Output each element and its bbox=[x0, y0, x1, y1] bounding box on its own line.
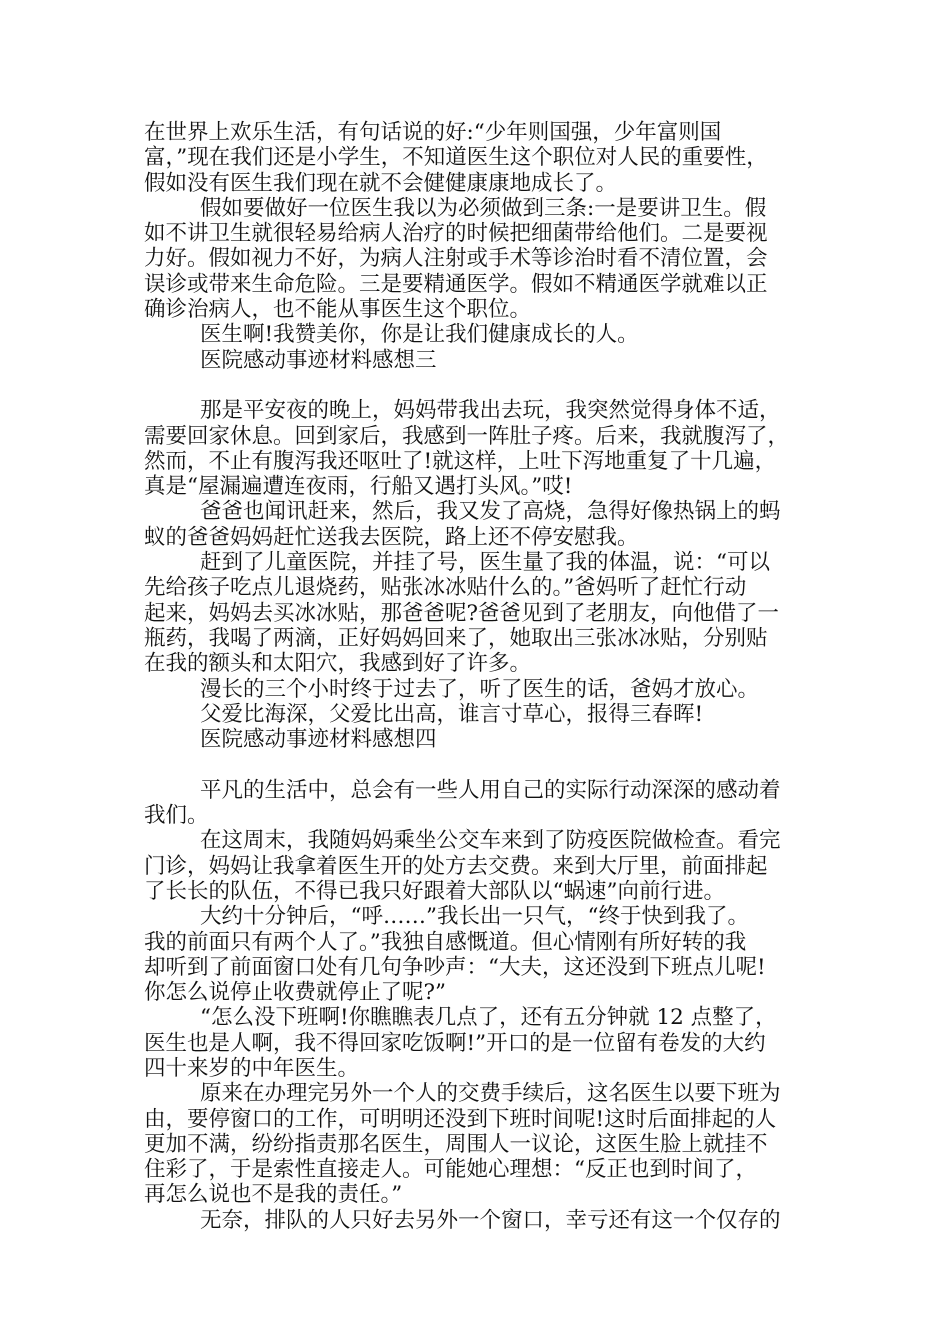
document-body bbox=[144, 120, 812, 1233]
text-line: 父爱比海深，父爱比出高，谁言寸草心，报得三春晖! bbox=[200, 701, 704, 727]
text-line: 无奈，排队的人只好去另外一个窗口，幸亏还有这一个仅存的 bbox=[200, 1207, 781, 1233]
text-line: 假如没有医生我们现在就不会健健康康地成长了。 bbox=[144, 170, 618, 196]
text-line: 赶到了儿童医院，并挂了号，医生量了我的体温，说：“可以 bbox=[200, 550, 770, 576]
text-line: 了长长的队伍，不得已我只好跟着大部队以“蜗速”向前行进。 bbox=[144, 878, 725, 904]
text-line: 再怎么说也不是我的责任。” bbox=[144, 1182, 403, 1208]
text-line: 那是平安夜的晚上，妈妈带我出去玩，我突然觉得身体不适， bbox=[200, 398, 781, 424]
text-line: 漫长的三个小时终于过去了，听了医生的话，爸妈才放心。 bbox=[200, 676, 760, 702]
text-line: 爸爸也闻讯赶来，然后，我又发了高烧，急得好像热锅上的蚂 bbox=[200, 499, 781, 525]
text-line: 平凡的生活中，总会有一些人用自己的实际行动深深的感动着 bbox=[200, 777, 781, 803]
text-line: 医院感动事迹材料感想三 bbox=[200, 347, 437, 373]
text-line: 如不讲卫生就很轻易给病人治疗的时候把细菌带给他们。二是要视 bbox=[144, 221, 768, 247]
text-line: 由，要停窗口的工作，可明明还没到下班时间呢!这时后面排起的人 bbox=[144, 1106, 777, 1132]
text-line: 原来在办理完另外一个人的交费手续后，这名医生以要下班为 bbox=[200, 1081, 781, 1107]
text-line: 却听到了前面窗口处有几句争吵声：“大夫，这还没到下班点儿呢! bbox=[144, 954, 766, 980]
text-line: 门诊，妈妈让我拿着医生开的处方去交费。来到大厅里，前面排起 bbox=[144, 853, 768, 879]
text-line: 在这周末，我随妈妈乘坐公交车来到了防疫医院做检查。看完 bbox=[200, 828, 781, 854]
text-line: 瓶药，我喝了两滴，正好妈妈回来了，她取出三张冰冰贴，分别贴 bbox=[144, 625, 768, 651]
text-line: 住彩了，于是索性直接走人。可能她心理想：“反正也到时间了， bbox=[144, 1157, 757, 1183]
text-line: 我们。 bbox=[144, 803, 209, 829]
text-line: 蚁的爸爸妈妈赶忙送我去医院，路上还不停安慰我。 bbox=[144, 524, 639, 550]
text-line: 起来，妈妈去买冰冰贴，那爸爸呢?爸爸见到了老朋友，向他借了一 bbox=[144, 600, 780, 626]
text-line: 医院感动事迹材料感想四 bbox=[200, 727, 437, 753]
text-line: 需要回家休息。回到家后，我感到一阵肚子疼。后来，我就腹泻了， bbox=[144, 423, 790, 449]
text-line: 确诊治病人，也不能从事医生这个职位。 bbox=[144, 297, 532, 323]
text-line: “怎么没下班啊!你瞧瞧表几点了，还有五分钟就 12 点整了， bbox=[200, 1005, 777, 1031]
text-line: 大约十分钟后，“呼……”我长出一只气，“终于快到我了。 bbox=[200, 904, 749, 930]
text-line: 真是“屋漏遍遭连夜雨，行船又遇打头风。”哎! bbox=[144, 474, 573, 500]
text-line: 医生也是人啊，我不得回家吃饭啊!”开口的是一位留有卷发的大约 bbox=[144, 1030, 766, 1056]
text-line: 在我的额头和太阳穴，我感到好了许多。 bbox=[144, 651, 532, 677]
text-line: 在世界上欢乐生活，有句话说的好:“少年则国强，少年富则国 bbox=[144, 120, 722, 145]
text-line: 先给孩子吃点儿退烧药，贴张冰冰贴什么的。”爸妈听了赶忙行动 bbox=[144, 575, 747, 601]
text-line: 富，”现在我们还是小学生，不知道医生这个职位对人民的重要性， bbox=[144, 145, 768, 171]
text-line: 四十来岁的中年医生。 bbox=[144, 1055, 360, 1081]
text-line: 医生啊!我赞美你，你是让我们健康成长的人。 bbox=[200, 322, 639, 348]
blank-line bbox=[144, 752, 812, 777]
text-line: 力好。假如视力不好，为病人注射或手术等诊治时看不清位置，会 bbox=[144, 246, 768, 272]
blank-line bbox=[144, 373, 812, 398]
text-line: 误诊或带来生命危险。三是要精通医学。假如不精通医学就难以正 bbox=[144, 271, 768, 297]
text-line: 然而，不止有腹泻我还呕吐了!就这样，上吐下泻地重复了十几遍， bbox=[144, 448, 777, 474]
text-line: 更加不满，纷纷指责那名医生，周围人一议论，这医生脸上就挂不 bbox=[144, 1131, 768, 1157]
text-line: 我的前面只有两个人了。”我独自感慨道。但心情刚有所好转的我 bbox=[144, 929, 747, 955]
text-line: 你怎么说停止收费就停止了呢?” bbox=[144, 980, 447, 1006]
text-line: 假如要做好一位医生我以为必须做到三条:一是要讲卫生。假 bbox=[200, 195, 767, 221]
